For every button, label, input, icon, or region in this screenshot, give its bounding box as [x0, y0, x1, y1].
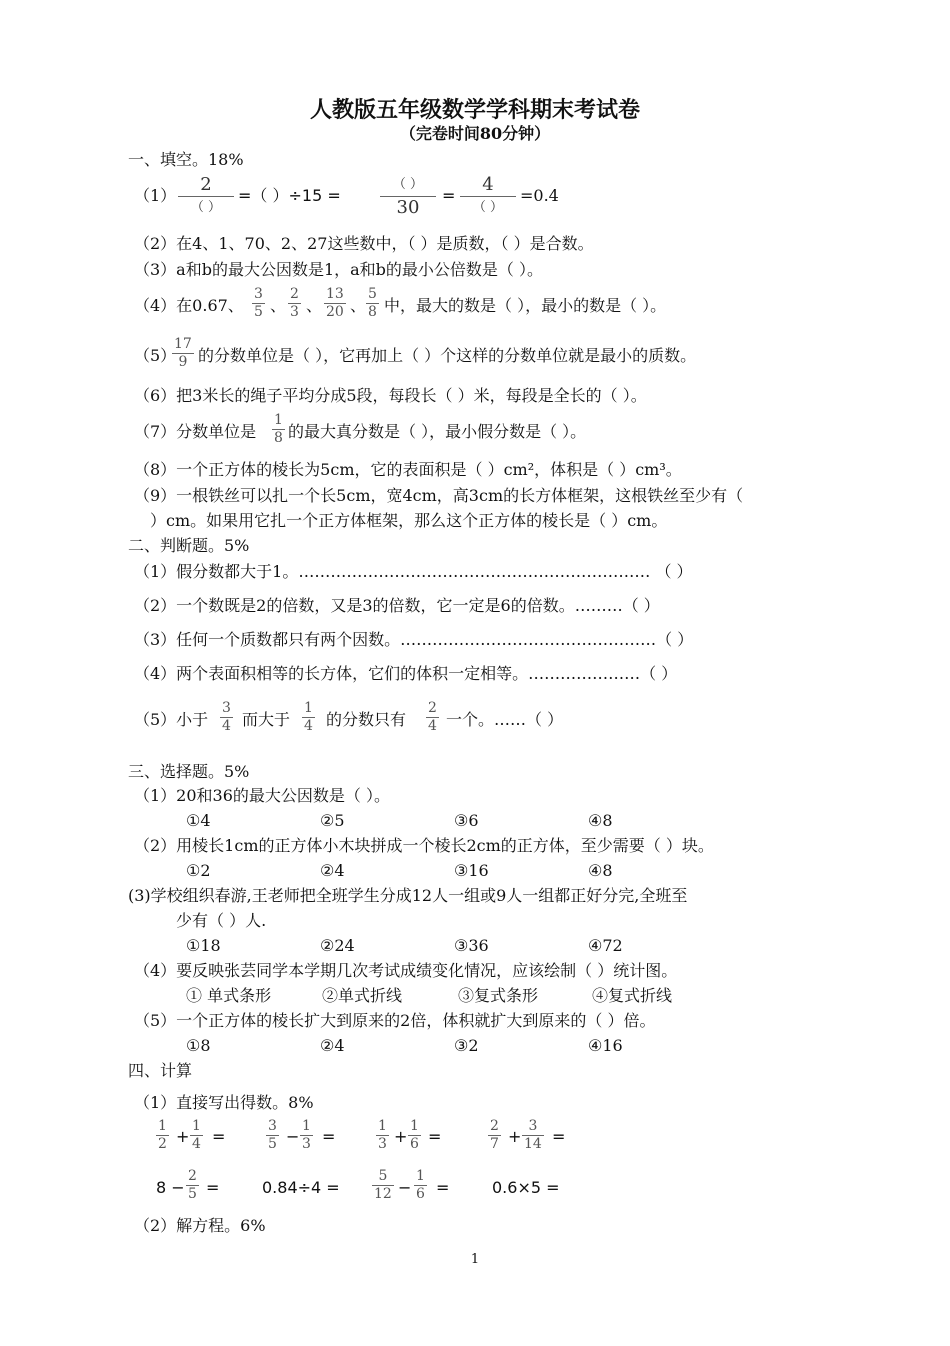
q-text: =（ ）÷15 = — [238, 186, 341, 205]
q-text: （5）小于 — [134, 710, 209, 729]
section-4-heading: 四、计算 — [128, 1061, 193, 1080]
denominator: 4 — [192, 1136, 201, 1152]
q-text: 的最大真分数是（ ），最小假分数是（ ）。 — [288, 422, 587, 441]
option: ④72 — [588, 936, 623, 955]
q-text: 8 − — [156, 1178, 185, 1197]
calc-8: 0.6×5 = — [492, 1178, 560, 1197]
question-3-1: （1）20和36的最大公因数是（ ）。 — [134, 786, 390, 805]
fraction — [414, 1168, 427, 1203]
question-3-5: （5）一个正方体的棱长扩大到原来的2倍，体积就扩大到原来的（ ）倍。 — [134, 1011, 656, 1030]
denominator: 4 — [428, 718, 437, 734]
numerator: 1 — [192, 1118, 201, 1134]
fraction — [266, 1118, 279, 1153]
fraction — [190, 1118, 203, 1153]
operator: + — [508, 1127, 522, 1146]
fraction — [522, 1118, 544, 1153]
question-1-6: （6）把3米长的绳子平均分成5段，每段长（ ）米，每段是全长的（ ）。 — [134, 386, 647, 405]
numerator: 2 — [428, 700, 437, 716]
question-3-3-line-1: (3)学校组织春游,王老师把全班学生分成12人一组或9人一组都正好分完,全班至 — [128, 886, 688, 905]
option: ②24 — [320, 936, 355, 955]
numerator: 3 — [528, 1118, 538, 1134]
option: ③复式条形 — [458, 986, 539, 1005]
denominator: 20 — [326, 304, 344, 320]
page-number: 1 — [470, 1252, 480, 1267]
question-3-2: （2）用棱长1cm的正方体小木块拼成一个棱长2cm的正方体，至少需要（ ）块。 — [134, 836, 714, 855]
fraction — [460, 174, 516, 219]
numerator: 2 — [290, 286, 299, 302]
section-4-sub-1: （1）直接写出得数。8% — [134, 1093, 314, 1112]
question-1-8: （8）一个正方体的棱长为5cm，它的表面积是（ ）cm²，体积是（ ）cm³。 — [134, 460, 682, 479]
numerator: 3 — [254, 286, 263, 302]
denominator: 7 — [490, 1136, 499, 1152]
fraction — [178, 174, 234, 219]
q-text: 、 — [270, 296, 287, 315]
q-text: 的分数只有 — [326, 710, 407, 729]
fraction — [186, 1168, 199, 1203]
option: ②单式折线 — [322, 986, 403, 1005]
question-1-2: （2）在4、1、70、2、27这些数中，（ ）是质数，（ ）是合数。 — [134, 234, 594, 253]
section-4-sub-2: （2）解方程。6% — [134, 1216, 266, 1235]
section-1-heading: 一、填空。18% — [128, 150, 244, 169]
fraction — [380, 174, 436, 219]
operator: + — [394, 1127, 408, 1146]
q-text: =0.4 — [520, 186, 559, 205]
denominator: 5 — [188, 1186, 197, 1202]
numerator: 5 — [378, 1168, 388, 1184]
q-text: 、 — [350, 296, 367, 315]
section-3-heading: 三、选择题。5% — [128, 762, 250, 781]
numerator: 1 — [304, 700, 313, 716]
fraction — [156, 1118, 169, 1153]
numerator: 1 — [416, 1168, 425, 1184]
question-2-4: （4）两个表面积相等的长方体，它们的体积一定相等。…………………（ ） — [134, 664, 678, 683]
fraction — [376, 1118, 389, 1153]
numerator: 5 — [368, 286, 377, 302]
option: ③36 — [454, 936, 489, 955]
equals: = — [428, 1127, 442, 1146]
question-3-3-line-2: 少有（ ）人. — [176, 911, 267, 930]
fraction — [426, 700, 439, 735]
option: ①18 — [186, 936, 221, 955]
denominator: 2 — [158, 1136, 167, 1152]
numerator: 1 — [410, 1118, 419, 1134]
option: ①8 — [186, 1036, 211, 1055]
numerator: 2 — [200, 174, 212, 195]
q-text: 、 — [306, 296, 323, 315]
equals: = — [322, 1127, 336, 1146]
option: ④16 — [588, 1036, 623, 1055]
fraction — [408, 1118, 421, 1153]
q-text: = — [442, 186, 456, 205]
q-text: （7）分数单位是 — [134, 422, 257, 441]
equals: = — [552, 1127, 566, 1146]
denominator: 8 — [368, 304, 377, 320]
denominator: 12 — [374, 1186, 392, 1202]
denominator: 3 — [290, 304, 299, 320]
denominator: 5 — [254, 304, 263, 320]
numerator: 1 — [302, 1118, 311, 1134]
denominator: 6 — [416, 1186, 425, 1202]
section-2-heading: 二、判断题。5% — [128, 536, 250, 555]
option: ①2 — [186, 861, 211, 880]
equals: = — [436, 1178, 450, 1197]
denominator: （ ） — [472, 200, 504, 215]
fraction — [220, 700, 233, 735]
equals: = — [206, 1178, 220, 1197]
option: ③16 — [454, 861, 489, 880]
page-title: 人教版五年级数学学科期末考试卷 — [309, 97, 640, 123]
fraction — [302, 700, 315, 735]
question-1-9-line-1: （9）一根铁丝可以扎一个长5cm，宽4cm，高3cm的长方体框架，这根铁丝至少有（ — [134, 486, 744, 505]
fraction — [288, 286, 301, 321]
operator: − — [286, 1127, 300, 1146]
option: ① 单式条形 — [186, 986, 272, 1005]
option: ④8 — [588, 811, 613, 830]
numerator: 17 — [174, 336, 192, 352]
page-subtitle: （完卷时间80分钟） — [399, 124, 551, 143]
denominator: 14 — [524, 1136, 542, 1152]
numerator: 3 — [222, 700, 231, 716]
denominator: 5 — [268, 1136, 277, 1152]
denominator: 4 — [304, 718, 313, 734]
numerator: 1 — [378, 1118, 387, 1134]
operator: − — [398, 1178, 412, 1197]
numerator: 2 — [188, 1168, 197, 1184]
option: ③2 — [454, 1036, 479, 1055]
numerator: 1 — [158, 1118, 167, 1134]
fraction — [252, 286, 265, 321]
denominator: 4 — [222, 718, 231, 734]
option: ④复式折线 — [592, 986, 673, 1005]
option: ②4 — [320, 1036, 345, 1055]
q-text: （4）在0.67、 — [134, 296, 244, 315]
q-text: 一个。……（ ） — [446, 710, 564, 729]
fraction — [372, 1168, 394, 1203]
numerator: 1 — [274, 412, 283, 428]
fraction — [300, 1118, 313, 1153]
numerator: 3 — [268, 1118, 277, 1134]
fraction — [172, 336, 194, 371]
q-text: 而大于 — [242, 710, 291, 729]
question-2-1: （1）假分数都大于1。………………………………………………………… （ ） — [134, 562, 693, 581]
equals: = — [212, 1127, 226, 1146]
calc-6: 0.84÷4 = — [262, 1178, 340, 1197]
question-2-3: （3）任何一个质数都只有两个因数。…………………………………………（ ） — [134, 630, 694, 649]
numerator: 2 — [490, 1118, 499, 1134]
option: ②4 — [320, 861, 345, 880]
question-3-4: （4）要反映张芸同学本学期几次考试成绩变化情况，应该绘制（ ）统计图。 — [134, 961, 678, 980]
fraction — [488, 1118, 501, 1153]
numerator: 4 — [482, 174, 494, 195]
question-1-9-line-2: ）cm。如果用它扎一个正方体框架，那么这个正方体的棱长是（ ）cm。 — [150, 511, 668, 530]
denominator: 9 — [178, 354, 188, 370]
denominator: 6 — [410, 1136, 419, 1152]
fraction — [366, 286, 379, 321]
fraction — [324, 286, 346, 321]
fraction — [272, 412, 285, 447]
q-text: （5） — [134, 346, 177, 365]
denominator: （ ） — [190, 200, 222, 215]
q-text: 中，最大的数是（ ），最小的数是（ ）。 — [384, 296, 667, 315]
numerator: 13 — [326, 286, 344, 302]
option: ④8 — [588, 861, 613, 880]
denominator: 3 — [302, 1136, 311, 1152]
denominator: 3 — [378, 1136, 387, 1152]
option: ②5 — [320, 811, 345, 830]
denominator: 30 — [396, 197, 420, 218]
operator: + — [176, 1127, 190, 1146]
denominator: 8 — [274, 430, 283, 446]
option: ①4 — [186, 811, 211, 830]
question-1-3: （3）a和b的最大公因数是1，a和b的最小公倍数是（ ）。 — [134, 260, 544, 279]
option: ③6 — [454, 811, 479, 830]
q-label: （1） — [134, 186, 177, 205]
question-2-2: （2）一个数既是2的倍数，又是3的倍数，它一定是6的倍数。………（ ） — [134, 596, 660, 615]
numerator: （ ） — [392, 177, 424, 192]
q-text: 的分数单位是（ ），它再加上（ ）个这样的分数单位就是最小的质数。 — [198, 346, 697, 365]
